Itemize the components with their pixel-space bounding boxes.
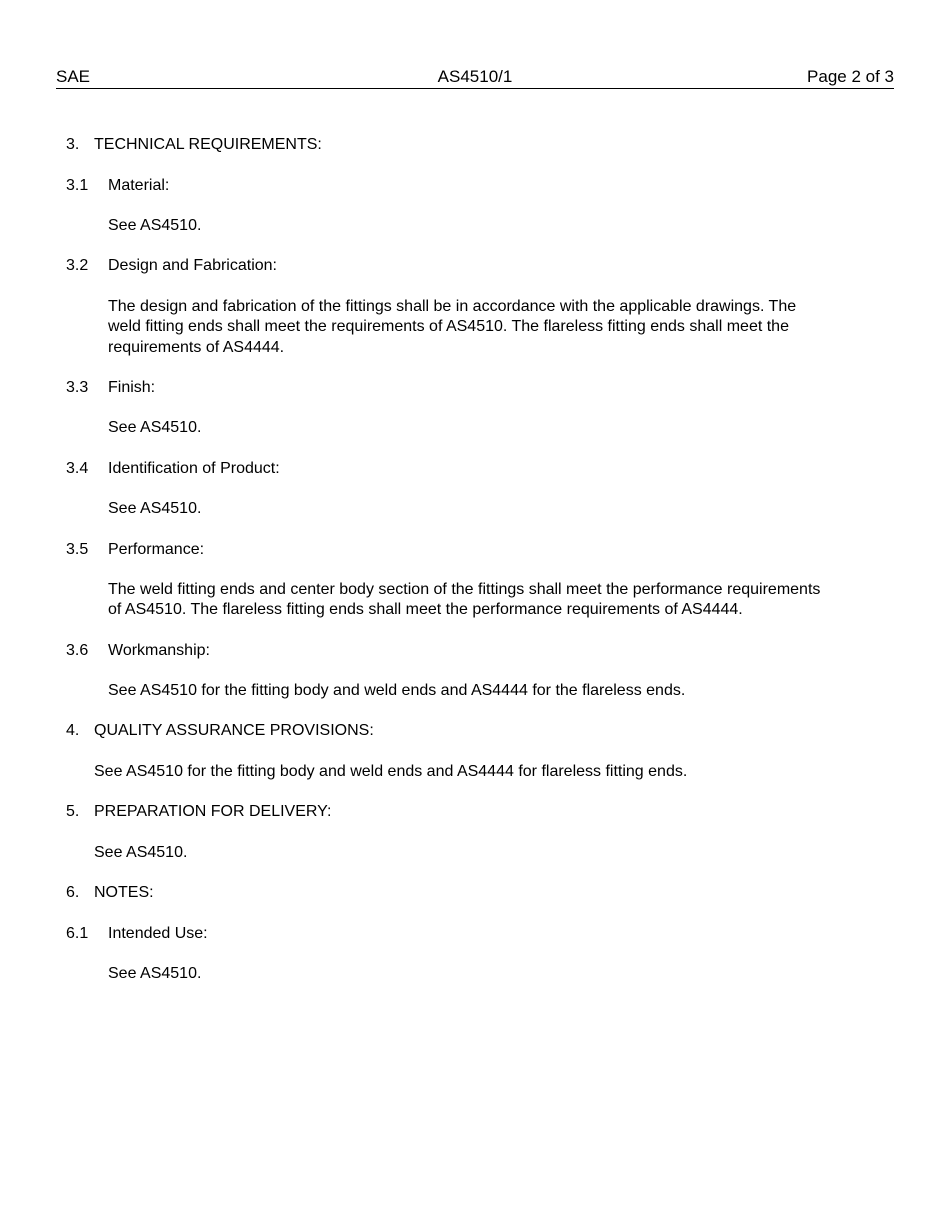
- section-3-6-number: 3.6: [66, 642, 89, 659]
- section-6-number: 6.: [66, 884, 80, 901]
- page-header: [56, 66, 894, 89]
- section-3-2-number: 3.2: [66, 257, 89, 274]
- section-3-1-body: See AS4510.: [108, 217, 202, 234]
- section-3-1-number: 3.1: [66, 177, 89, 194]
- header-organization: SAE: [56, 67, 91, 86]
- section-3-4-title: Identification of Product:: [108, 460, 280, 477]
- section-3-3-title: Finish:: [108, 379, 156, 396]
- section-3-5-body-line-1: The weld fitting ends and center body section of the fittings shall meet the performance requirements: [108, 581, 821, 598]
- header-document-number: AS4510/1: [437, 67, 513, 86]
- section-4-number: 4.: [66, 722, 80, 739]
- section-4-body: See AS4510 for the fitting body and weld ends and AS4444 for flareless fitting ends.: [94, 763, 688, 780]
- header-page-number: Page 2 of 3: [807, 67, 894, 86]
- section-6-title: NOTES:: [94, 884, 154, 901]
- section-6-1-body: See AS4510.: [108, 965, 202, 982]
- section-3-5-number: 3.5: [66, 541, 89, 558]
- section-3-4-body: See AS4510.: [108, 500, 202, 517]
- section-5-number: 5.: [66, 803, 80, 820]
- section-3-2-body-line-1: The design and fabrication of the fittings shall be in accordance with the applicable drawings. The: [108, 298, 797, 315]
- section-3-5-body-line-2: of AS4510. The flareless fitting ends shall meet the performance requirements of AS4444.: [108, 601, 743, 618]
- section-3-6-title: Workmanship:: [108, 642, 210, 659]
- section-3-title: TECHNICAL REQUIREMENTS:: [94, 136, 322, 153]
- section-3-6-body: See AS4510 for the fitting body and weld ends and AS4444 for the flareless ends.: [108, 682, 686, 699]
- section-6-1-number: 6.1: [66, 925, 89, 942]
- section-5-body: See AS4510.: [94, 844, 188, 861]
- section-6-1-title: Intended Use:: [108, 925, 208, 942]
- section-3-3-number: 3.3: [66, 379, 89, 396]
- section-3-2-title: Design and Fabrication:: [108, 257, 277, 274]
- section-5-title: PREPARATION FOR DELIVERY:: [94, 803, 332, 820]
- section-4-title: QUALITY ASSURANCE PROVISIONS:: [94, 722, 374, 739]
- section-3-2-body-line-3: requirements of AS4444.: [108, 339, 285, 356]
- section-3-number: 3.: [66, 136, 80, 153]
- section-3-4-number: 3.4: [66, 460, 89, 477]
- section-3-3-body: See AS4510.: [108, 419, 202, 436]
- section-3-1-title: Material:: [108, 177, 170, 194]
- section-3-5-title: Performance:: [108, 541, 205, 558]
- section-3-2-body-line-2: weld fitting ends shall meet the requirements of AS4510. The flareless fitting ends shall meet the: [108, 318, 789, 335]
